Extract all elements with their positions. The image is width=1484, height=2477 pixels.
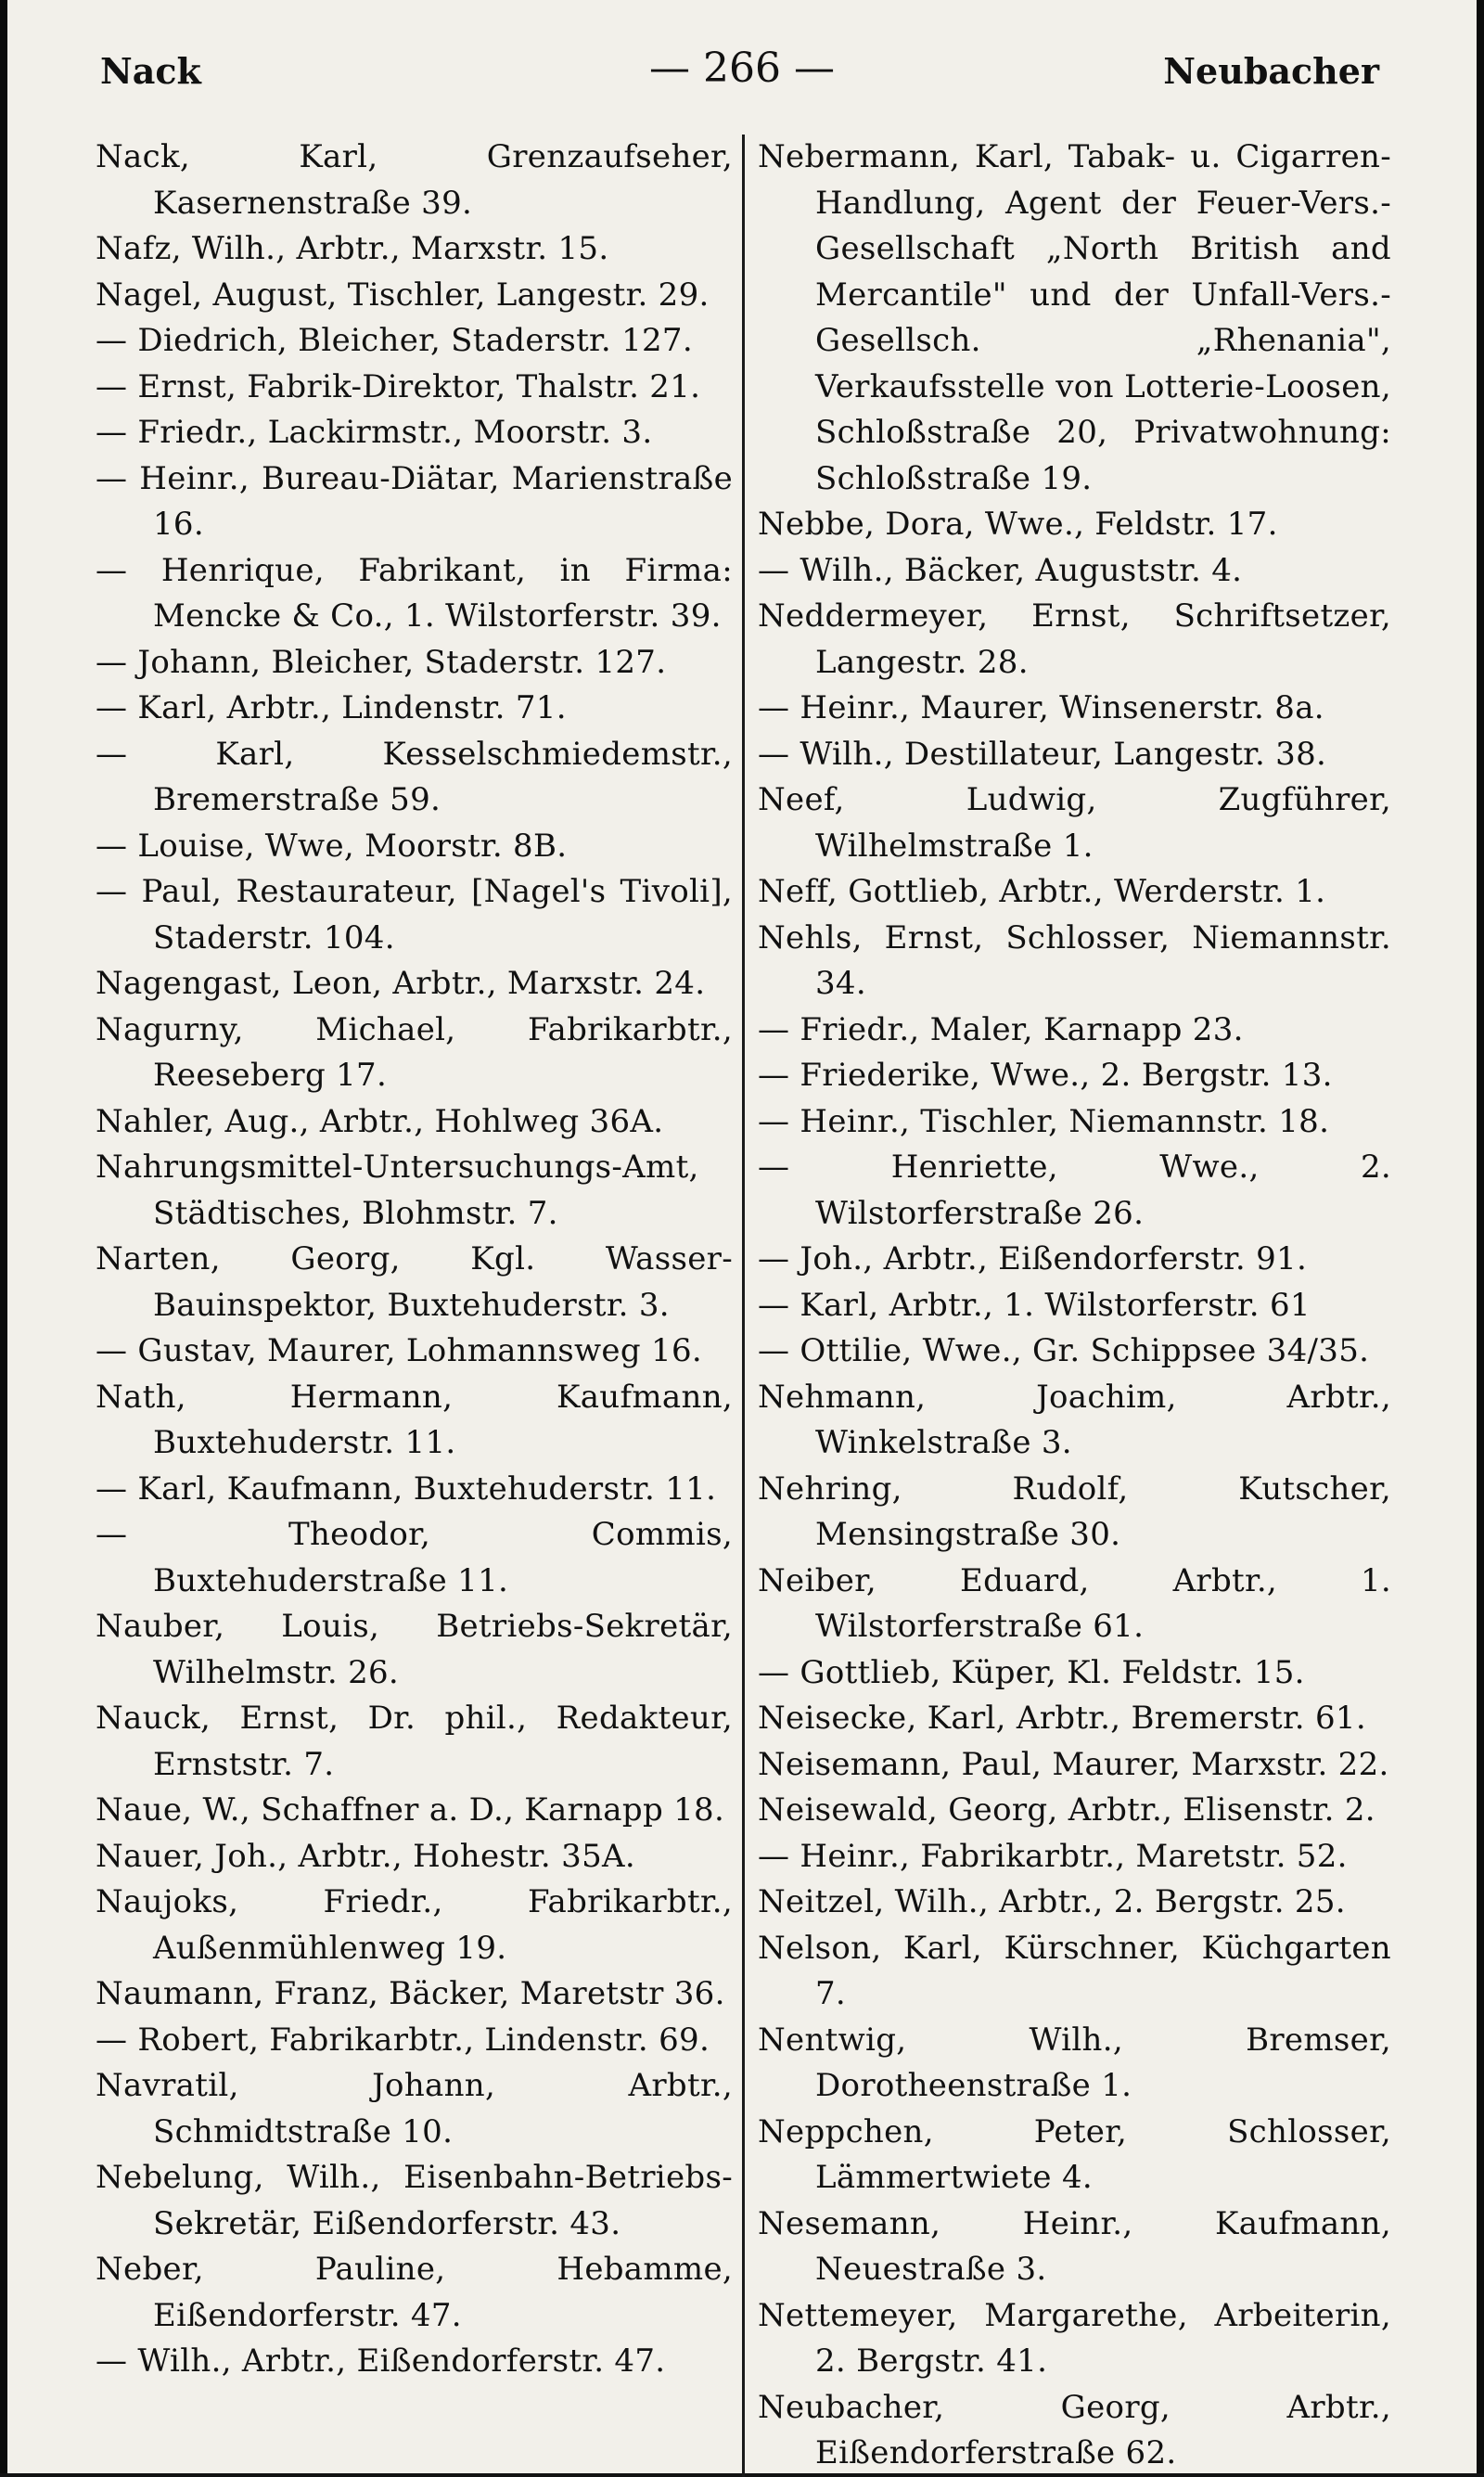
- directory-entry: Nauck, Ernst, Dr. phil., Redakteur, Ernststr. 7.: [96, 1700, 733, 1783]
- directory-entry: Nahler, Aug., Arbtr., Hohlweg 36A.: [96, 1102, 664, 1140]
- directory-entry: — Gottlieb, Küper, Kl. Feldstr. 15.: [757, 1653, 1305, 1691]
- directory-entry: Nagel, August, Tischler, Langestr. 29.: [96, 276, 710, 314]
- directory-entry: Nebermann, Karl, Tabak- u. Cigarren-Handlung, Agent der Feuer-Vers.-Gesellschaft „North British and Mercantile" und der Unfall-Vers.-Gesellsch. „Rhenania", Verkaufsstelle von Lotterie-Loosen, Schloßstraße 20, Privatwohnung: Schloßstraße 19.: [757, 138, 1391, 497]
- entry-columns: [96, 135, 1391, 2477]
- header-left-catchword: Nack: [100, 50, 201, 92]
- directory-entry: Neddermeyer, Ernst, Schriftsetzer, Langestr. 28.: [757, 597, 1391, 681]
- directory-entry: — Heinr., Tischler, Niemannstr. 18.: [757, 1102, 1330, 1140]
- directory-entry: — Wilh., Arbtr., Eißendorferstr. 47.: [96, 2342, 666, 2380]
- directory-entry: Nehring, Rudolf, Kutscher, Mensingstraße 30.: [757, 1470, 1391, 1553]
- directory-entry: — Ernst, Fabrik-Direktor, Thalstr. 21.: [96, 367, 701, 405]
- directory-entry: — Robert, Fabrikarbtr., Lindenstr. 69.: [96, 2021, 710, 2059]
- directory-entry: Nauer, Joh., Arbtr., Hohestr. 35A.: [96, 1837, 635, 1875]
- directory-entry: — Friederike, Wwe., 2. Bergstr. 13.: [757, 1057, 1333, 1094]
- directory-entry: — Gustav, Maurer, Lohmannsweg 16.: [96, 1332, 702, 1369]
- directory-entry: Naue, W., Schaffner a. D., Karnapp 18.: [96, 1791, 725, 1829]
- directory-entry: — Ottilie, Wwe., Gr. Schippsee 34/35.: [757, 1332, 1370, 1369]
- page-number: — 266 —: [649, 45, 835, 92]
- directory-entry: Nack, Karl, Grenzaufseher, Kasernenstraße 39.: [96, 138, 733, 222]
- directory-entry: Nentwig, Wilh., Bremser, Dorotheenstraße 1.: [757, 2021, 1391, 2104]
- directory-entry: Narten, Georg, Kgl. Wasser-Bauinspektor, Buxtehuderstr. 3.: [96, 1240, 733, 1324]
- left-column: [96, 135, 742, 2477]
- directory-entry: Neisemann, Paul, Maurer, Marxstr. 22.: [757, 1745, 1389, 1783]
- directory-entry: Neitzel, Wilh., Arbtr., 2. Bergstr. 25.: [757, 1883, 1346, 1920]
- directory-entry: Neisecke, Karl, Arbtr., Bremerstr. 61.: [757, 1700, 1366, 1737]
- header-right-catchword: Neubacher: [1163, 50, 1379, 92]
- directory-entry: — Henrique, Fabrikant, in Firma: Mencke & Co., 1. Wilstorferstr. 39.: [96, 551, 733, 635]
- directory-entry: — Heinr., Maurer, Winsenerstr. 8a.: [757, 689, 1324, 726]
- directory-entry: Nebbe, Dora, Wwe., Feldstr. 17.: [757, 506, 1278, 543]
- directory-entry: — Karl, Arbtr., 1. Wilstorferstr. 61: [757, 1286, 1311, 1324]
- directory-entry: — Theodor, Commis, Buxtehuderstraße 11.: [96, 1516, 733, 1599]
- directory-entry: Nelson, Karl, Kürschner, Küchgarten 7.: [757, 1929, 1391, 2012]
- directory-entry: — Friedr., Maler, Karnapp 23.: [757, 1010, 1244, 1048]
- directory-entry: Naumann, Franz, Bäcker, Maretstr 36.: [96, 1975, 725, 2012]
- directory-entry: Nahrungsmittel-Untersuchungs-Amt, Städtisches, Blohmstr. 7.: [96, 1149, 699, 1232]
- directory-entry: Neff, Gottlieb, Arbtr., Werderstr. 1.: [757, 873, 1326, 910]
- directory-entry: Neber, Pauline, Hebamme, Eißendorferstr. 47.: [96, 2251, 733, 2334]
- directory-entry: Nauber, Louis, Betriebs-Sekretär, Wilhelmstr. 26.: [96, 1608, 733, 1691]
- directory-entry: Nebelung, Wilh., Eisenbahn-Betriebs-Sekretär, Eißendorferstr. 43.: [96, 2159, 733, 2242]
- directory-entry: — Karl, Kaufmann, Buxtehuderstr. 11.: [96, 1470, 717, 1508]
- directory-entry: — Wilh., Bäcker, Auguststr. 4.: [757, 551, 1243, 589]
- directory-entry: Neubacher, Georg, Arbtr., Eißendorferstraße 62.: [757, 2388, 1391, 2471]
- directory-entry: — Heinr., Fabrikarbtr., Maretstr. 52.: [757, 1837, 1348, 1875]
- directory-entry: Nagurny, Michael, Fabrikarbtr., Reeseberg 17.: [96, 1010, 733, 1094]
- directory-entry: — Karl, Arbtr., Lindenstr. 71.: [96, 689, 567, 726]
- directory-entry: — Joh., Arbtr., Eißendorferstr. 91.: [757, 1240, 1308, 1277]
- directory-entry: — Heinr., Bureau-Diätar, Marienstraße 16.: [96, 459, 733, 543]
- directory-entry: — Karl, Kesselschmiedemstr., Bremerstraße 59.: [96, 735, 733, 818]
- directory-entry: Nesemann, Heinr., Kaufmann, Neuestraße 3.: [757, 2204, 1391, 2288]
- directory-entry: — Paul, Restaurateur, [Nagel's Tivoli], Staderstr. 104.: [96, 873, 733, 956]
- directory-entry: Neef, Ludwig, Zugführer, Wilhelmstraße 1.: [757, 781, 1391, 865]
- directory-entry: Nagengast, Leon, Arbtr., Marxstr. 24.: [96, 965, 706, 1002]
- directory-entry: Navratil, Johann, Arbtr., Schmidtstraße 10.: [96, 2067, 733, 2150]
- directory-entry: Naujoks, Friedr., Fabrikarbtr., Außenmühlenweg 19.: [96, 1883, 733, 1967]
- directory-entry: Nehls, Ernst, Schlosser, Niemannstr. 34.: [757, 918, 1391, 1002]
- directory-entry: — Diedrich, Bleicher, Staderstr. 127.: [96, 322, 693, 359]
- directory-entry: Nettemeyer, Margarethe, Arbeiterin, 2. Bergstr. 41.: [757, 2296, 1391, 2380]
- directory-entry: Nafz, Wilh., Arbtr., Marxstr. 15.: [96, 230, 609, 267]
- directory-entry: — Henriette, Wwe., 2. Wilstorferstraße 26.: [757, 1149, 1391, 1232]
- directory-entry: — Johann, Bleicher, Staderstr. 127.: [96, 643, 667, 681]
- page-header: [7, 45, 1477, 100]
- right-column: [745, 135, 1391, 2477]
- directory-entry: Neisewald, Georg, Arbtr., Elisenstr. 2.: [757, 1791, 1375, 1829]
- directory-entry: Neppchen, Peter, Schlosser, Lämmertwiete 4.: [757, 2112, 1391, 2196]
- directory-entry: — Friedr., Lackirmstr., Moorstr. 3.: [96, 414, 653, 451]
- directory-entry: Neiber, Eduard, Arbtr., 1. Wilstorferstraße 61.: [757, 1561, 1391, 1645]
- directory-entry: Nehmann, Joachim, Arbtr., Winkelstraße 3.: [757, 1378, 1391, 1461]
- directory-entry: — Wilh., Destillateur, Langestr. 38.: [757, 735, 1327, 773]
- directory-entry: — Louise, Wwe, Moorstr. 8B.: [96, 827, 568, 865]
- directory-entry: Nath, Hermann, Kaufmann, Buxtehuderstr. 11.: [96, 1378, 733, 1461]
